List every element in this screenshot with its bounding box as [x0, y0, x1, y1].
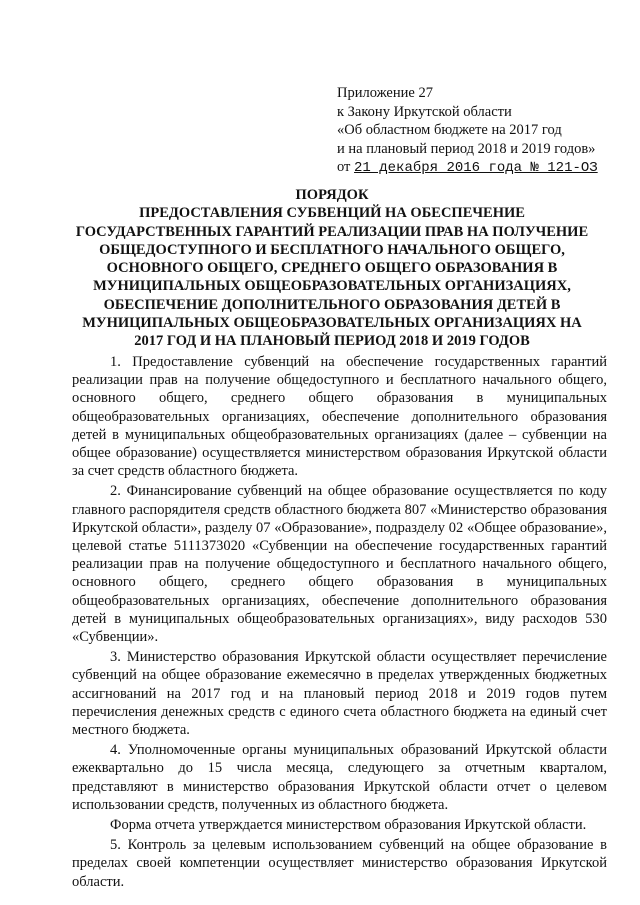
document-body	[72, 353, 607, 893]
title-line: ГОСУДАРСТВЕННЫХ ГАРАНТИЙ РЕАЛИЗАЦИИ ПРАВ НА ПОЛУЧЕНИЕ	[75, 223, 589, 240]
paragraph-report-form: Форма отчета утверждается министерством образования Иркутской области.	[110, 817, 587, 834]
title-line: МУНИЦИПАЛЬНЫХ ОБЩЕОБРАЗОВАТЕЛЬНЫХ ОРГАНИЗАЦИЯХ НА	[82, 315, 582, 332]
paragraph-2: 2. Финансирование субвенций на общее образование осуществляется по коду главного распорядителя средств областного бюджета 807 «Министерство образования Иркутской области», разделу 07 «Образование», подразделу 02 «Общее образование», целевой статье 5111373020 «Субвенции на обеспечение государственных гарантий реализации прав на получение общедоступного и бесплатного начального общего, основного общего, среднего общего образования в муниципальных общеобразовательных организациях, обеспечение дополнительного образования детей в муниципальных общеобразовательных организациях», виду расходов 530 «Субвенции».	[72, 483, 607, 646]
appendix-header	[337, 84, 598, 178]
title-line: ОСНОВНОГО ОБЩЕГО, СРЕДНЕГО ОБЩЕГО ОБРАЗОВАНИЯ В	[106, 260, 558, 277]
title-line: ОБЩЕДОСТУПНОГО И БЕСПЛАТНОГО НАЧАЛЬНОГО ОБЩЕГО,	[99, 241, 565, 258]
date-prefix: от	[337, 159, 351, 175]
appendix-number: Приложение 27	[337, 85, 433, 101]
paragraph-5: 5. Контроль за целевым использованием субвенций на общее образование в пределах своей компетенции осуществляет министерство образования Иркутской области.	[72, 837, 607, 890]
title-line: 2017 ГОД И НА ПЛАНОВЫЙ ПЕРИОД 2018 И 2019 ГОДОВ	[134, 333, 530, 350]
title-line: ПРЕДОСТАВЛЕНИЯ СУБВЕНЦИЙ НА ОБЕСПЕЧЕНИЕ	[139, 205, 525, 222]
law-date-number: 21 декабря 2016 года № 121-ОЗ	[354, 160, 598, 176]
paragraph-4: 4. Уполномоченные органы муниципальных образований Иркутской области ежеквартально до 15 числа месяца, следующего за отчетным кварталом, представляют в министерство образования Иркутской области отчет о целевом использовании средств, полученных из областного бюджета.	[72, 742, 607, 813]
title-line: МУНИЦИПАЛЬНЫХ ОБЩЕОБРАЗОВАТЕЛЬНЫХ ОРГАНИЗАЦИЯХ,	[93, 278, 571, 295]
appendix-date-line	[337, 158, 598, 178]
appendix-law-title: «Об областном бюджете на 2017 год	[337, 122, 562, 138]
document-title	[62, 186, 602, 351]
paragraph-3: 3. Министерство образования Иркутской области осуществляет перечисление субвенций на общее образование ежемесячно в пределах утвержденных бюджетных ассигнований на 2017 год и на плановый период 2018 и 2019 годов путем перечисления денежных средств с единого счета областного бюджета на единый счет местного бюджета.	[72, 649, 607, 739]
title-line: ОБЕСПЕЧЕНИЕ ДОПОЛНИТЕЛЬНОГО ОБРАЗОВАНИЯ ДЕТЕЙ В	[103, 296, 561, 313]
title-heading: ПОРЯДОК	[295, 187, 369, 203]
paragraph-1: 1. Предоставление субвенций на обеспечение государственных гарантий реализации прав на получение общедоступного и бесплатного начального общего, основного общего, среднего общего образования в муниципальных общеобразовательных организациях, обеспечение дополнительного образования детей в муниципальных общеобразовательных организациях (далее – субвенции на общее образование) осуществляется министерством образования Иркутской области за счет средств областного бюджета.	[72, 354, 607, 480]
appendix-law-ref: к Закону Иркутской области	[337, 103, 512, 120]
appendix-law-period: и на плановый период 2018 и 2019 годов»	[337, 140, 596, 157]
